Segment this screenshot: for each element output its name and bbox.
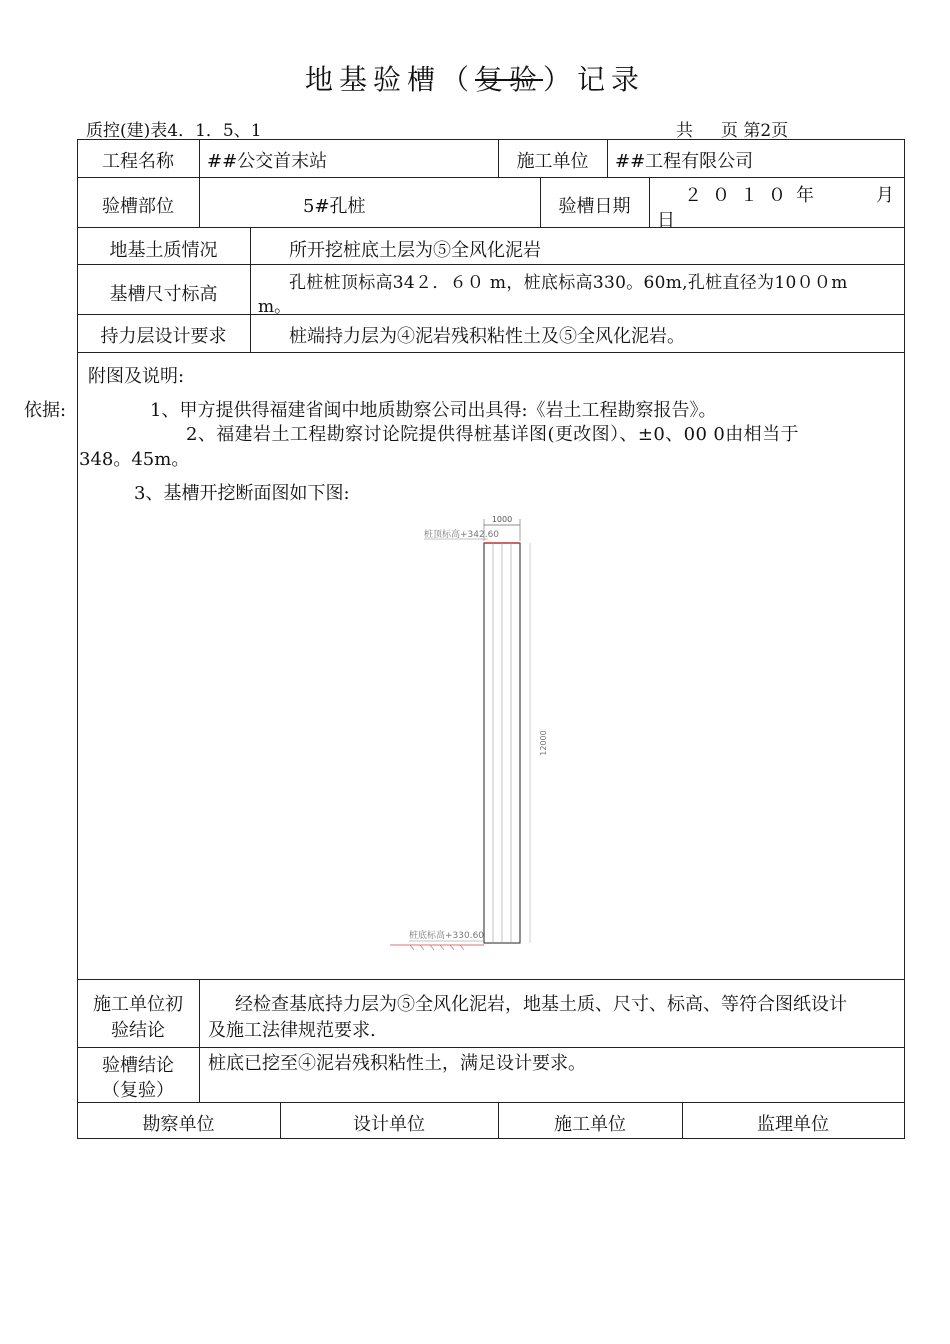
- signature-design-unit: 设计单位: [353, 1114, 425, 1135]
- inspect-date-day: 日: [657, 210, 675, 231]
- page-title: 地基验槽（复验）记录: [304, 63, 646, 96]
- bearing-label: 持力层设计要求: [100, 326, 227, 347]
- form-number: 质控(建)表4．1．5、1: [86, 121, 262, 141]
- recheck-conclusion-label-2: （复验）: [102, 1080, 174, 1101]
- recheck-conclusion-value: 桩底已挖至④泥岩残积粘性土，满足设计要求。: [208, 1053, 586, 1074]
- initial-conclusion-label-2: 验结论: [111, 1020, 165, 1041]
- size-value-line1: 孔桩桩顶标高34２．６０ m，桩底标高330。60m,孔桩直径为10００m: [289, 273, 848, 293]
- size-value-line2: m。: [258, 297, 292, 317]
- soil-label: 地基土质情况: [109, 240, 218, 261]
- project-name-label: 工程名称: [102, 151, 174, 172]
- bottom-elevation-label: 桩底标高+330.60: [409, 931, 485, 941]
- initial-conclusion-label-1: 施工单位初: [93, 994, 183, 1015]
- project-name-value: ##公交首末站: [207, 151, 328, 172]
- basis-label: 依据:: [24, 400, 67, 421]
- recheck-conclusion-label-1: 验槽结论: [102, 1055, 174, 1076]
- inspect-date-label: 验槽日期: [558, 196, 631, 217]
- size-label: 基槽尺寸标高: [109, 284, 218, 305]
- notes-heading: 附图及说明:: [88, 366, 185, 387]
- soil-value: 所开挖桩底土层为⑤全风化泥岩: [289, 240, 541, 261]
- depth-dim-text: 12000: [539, 730, 548, 756]
- note-item-1: 1、甲方提供得福建省闽中地质勘察公司出具得:《岩土工程勘察报告》。: [150, 400, 717, 421]
- position-label: 验槽部位: [102, 196, 174, 217]
- note-item-3: 3、基槽开挖断面图如下图:: [134, 483, 350, 504]
- signature-construction-unit: 施工单位: [554, 1114, 626, 1135]
- inspect-date-month: 月: [876, 185, 894, 206]
- note-item-2-line1: 2、福建岩土工程勘察讨论院提供得桩基详图(更改图）、±0、00 0由相当于: [186, 424, 799, 445]
- pile-section-drawing: [380, 505, 560, 960]
- signature-supervision-unit: 监理单位: [757, 1114, 829, 1135]
- inspect-date-year: ２０１０年: [684, 185, 824, 206]
- position-value: 5#孔桩: [303, 196, 366, 217]
- contractor-value: ##工程有限公司: [615, 151, 754, 172]
- diameter-dim-text: 1000: [491, 515, 513, 524]
- initial-conclusion-line2: 及施工法律规范要求.: [208, 1020, 376, 1041]
- contractor-label: 施工单位: [516, 151, 589, 172]
- signature-survey-unit: 勘察单位: [142, 1114, 215, 1135]
- bearing-value: 桩端持力层为④泥岩残积粘性土及⑤全风化泥岩。: [289, 326, 685, 347]
- top-elevation-label: 桩顶标高+342.60: [424, 530, 500, 540]
- note-item-2-line2: 348。45m。: [79, 449, 190, 470]
- initial-conclusion-line1: 经检查基底持力层为⑤全风化泥岩，地基土质、尺寸、标高、等符合图纸设计: [235, 994, 847, 1015]
- page-info: 共 页 第2页: [676, 121, 789, 141]
